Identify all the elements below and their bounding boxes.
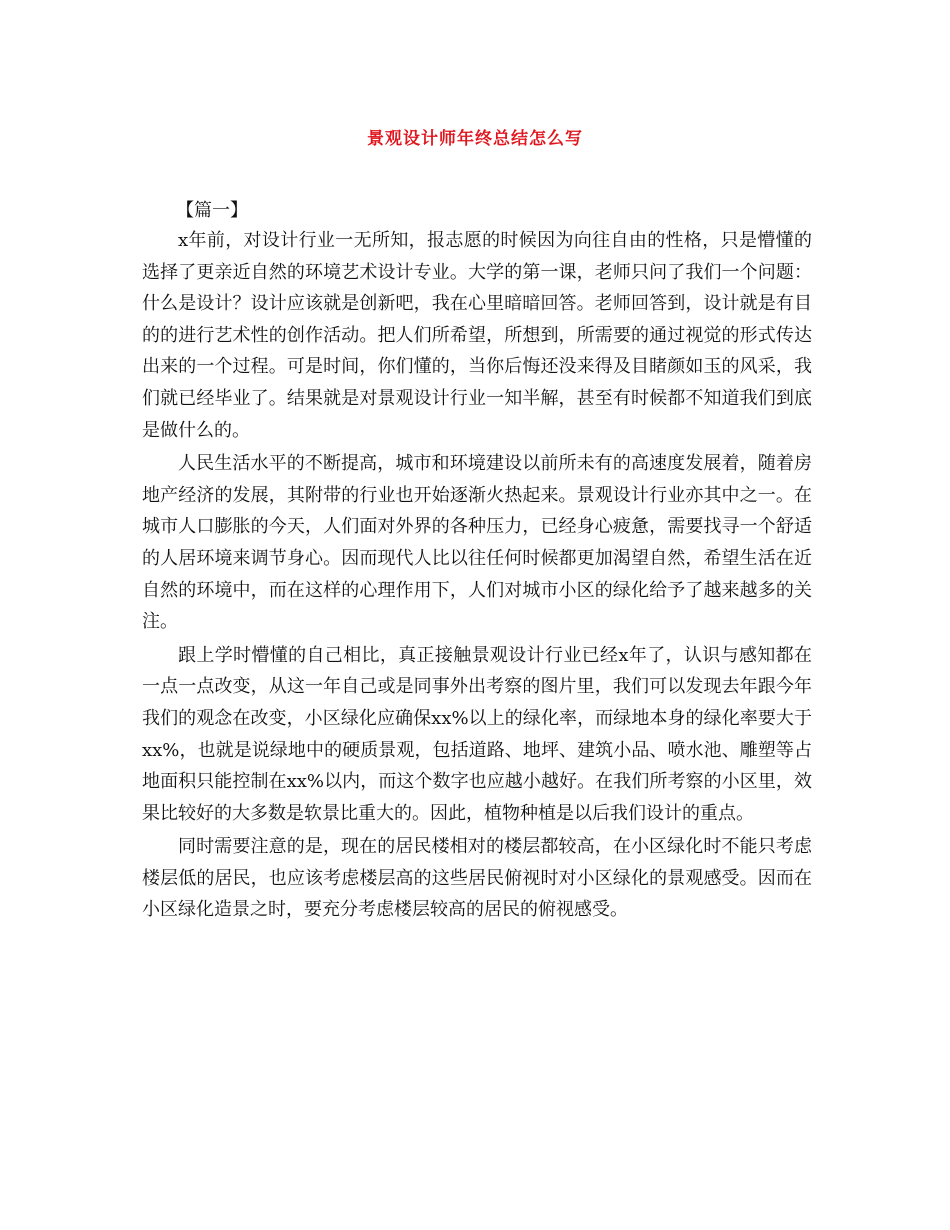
paragraph-3: 跟上学时懵懂的自己相比，真正接触景观设计行业已经x年了，认识与感知都在一点一点改变，从这一年自己或是同事外出考察的图片里，我们可以发现去年跟今年我们的观念在改变，小区绿化应确保xx%以上的绿化率，而绿地本身的绿化率要大于xx%，也就是说绿地中的硬质景观，包括道路、地坪、建筑小品、喷水池、雕塑等占地面积只能控制在xx%以内，而这个数字也应越小越好。在我们所考察的小区里，效果比较好的大多数是软景比重大的。因此，植物种植是以后我们设计的重点。 xyxy=(142,644,812,824)
paragraph-4: 同时需要注意的是，现在的居民楼相对的楼层都较高，在小区绿化时不能只考虑楼层低的居民，也应该考虑楼层高的这些居民俯视时对小区绿化的景观感受。因而在小区绿化造景之时，要充分考虑楼层较高的居民的俯视感受。 xyxy=(142,836,812,921)
section-heading: 【篇一】 xyxy=(176,200,248,221)
paragraph-1: x年前，对设计行业一无所知，报志愿的时候因为向往自由的性格，只是懵懂的选择了更亲近自然的环境艺术设计专业。大学的第一课，老师只问了我们一个问题：什么是设计？设计应该就是创新吧，我在心里暗暗回答。老师回答到，设计就是有目的的进行艺术性的创作活动。把人们所希望，所想到，所需要的通过视觉的形式传达出来的一个过程。可是时间，你们懂的，当你后悔还没来得及目睹颜如玉的风采，我们就已经毕业了。结果就是对景观设计行业一知半解，甚至有时候都不知道我们到底是做什么的。 xyxy=(142,230,812,441)
paragraph-2: 人民生活水平的不断提高，城市和环境建设以前所未有的高速度发展着，随着房地产经济的发展，其附带的行业也开始逐渐火热起来。景观设计行业亦其中之一。在城市人口膨胀的今天，人们面对外界的各种压力，已经身心疲惫，需要找寻一个舒适的人居环境来调节身心。因而现代人比以往任何时候都更加渴望自然，希望生活在近自然的环境中，而在这样的心理作用下，人们对城市小区的绿化给予了越来越多的关注。 xyxy=(142,453,812,633)
body-text xyxy=(142,225,812,928)
document-title: 景观设计师年终总结怎么写 xyxy=(367,129,583,149)
